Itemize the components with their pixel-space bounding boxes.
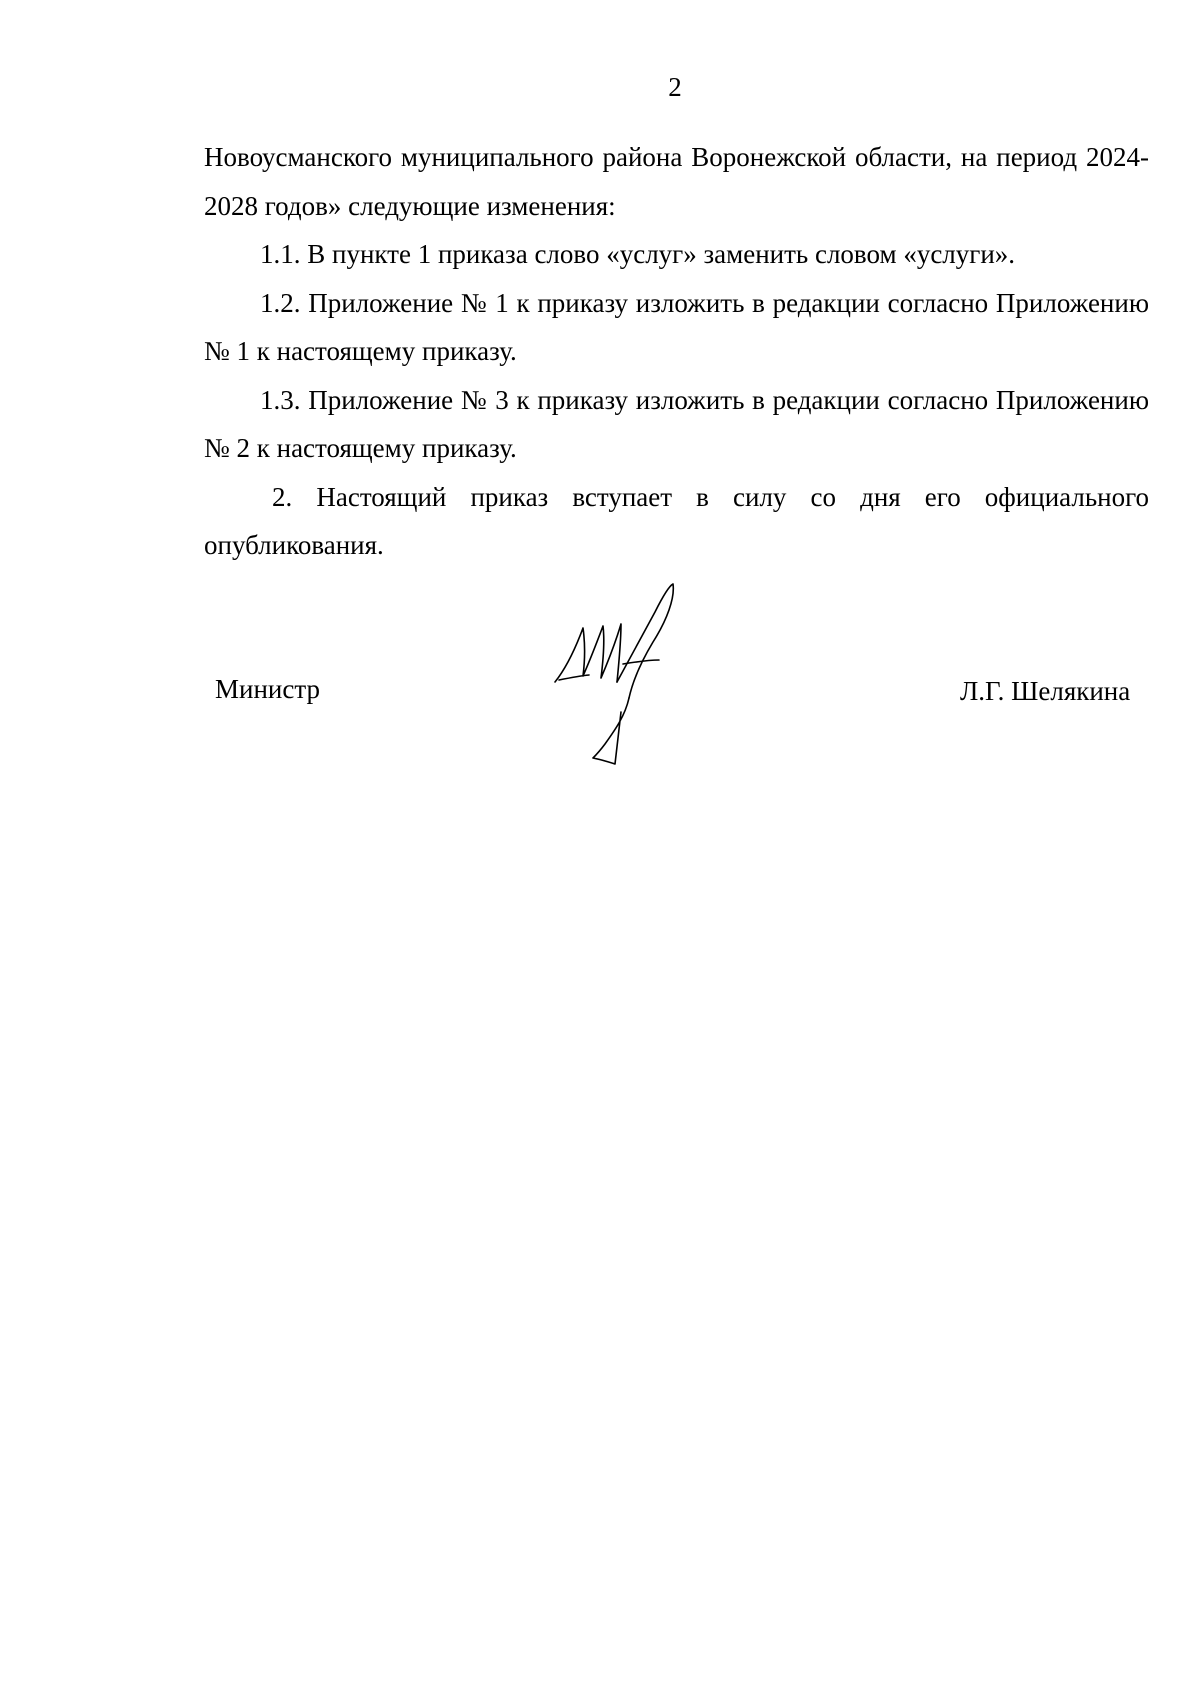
document-body [204, 133, 1149, 570]
paragraph-continuation: Новоусманского муниципального района Воронежской области, на период 2024-2028 годов» следующие изменения: [204, 142, 1149, 221]
paragraph-item-1-2: 1.2. Приложение № 1 к приказу изложить в редакции согласно Приложению № 1 к настоящему приказу. [204, 287, 1149, 366]
signer-name: Л.Г. Шелякина [960, 676, 1131, 706]
signature-block [0, 580, 1200, 780]
paragraph-item-1-1: 1.1. В пункте 1 приказа слово «услуг» заменить словом «услуги». [260, 239, 1016, 269]
page-number: 2 [668, 72, 682, 102]
signer-position: Министр [215, 674, 320, 704]
paragraph-item-2: 2. Настоящий приказ вступает в силу со дня его официального опубликования. [204, 481, 1149, 560]
handwritten-signature-icon [545, 580, 695, 765]
paragraph-item-1-3: 1.3. Приложение № 3 к приказу изложить в редакции согласно Приложению № 2 к настоящему приказу. [204, 384, 1149, 463]
